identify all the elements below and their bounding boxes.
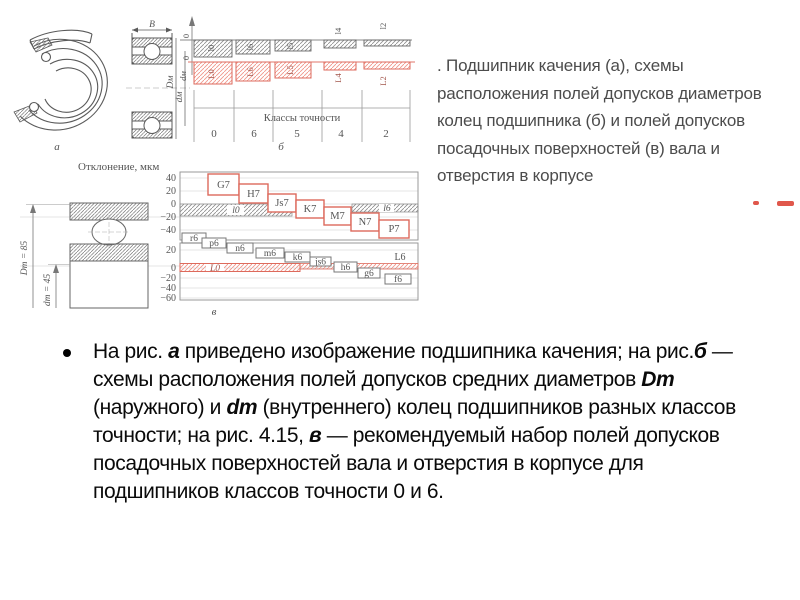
text-segment: (наружного) и bbox=[93, 396, 227, 419]
band-L0 bbox=[180, 264, 300, 272]
text-segment: — рекомендуемый набор полей допусков посадочных поверхностей вала и отверстия в корпусе для подшипников классов точности 0 и 6. bbox=[93, 424, 720, 503]
tick-label: −60 bbox=[160, 293, 176, 304]
hole-fit-label: K7 bbox=[303, 204, 317, 215]
section-inner-dia-label: dм bbox=[175, 91, 185, 103]
bullet-marker bbox=[63, 349, 71, 357]
tick-label: −20 bbox=[160, 273, 176, 284]
inner-dim-label: dm = 45 bbox=[43, 273, 53, 307]
shaft-fit-label: m6 bbox=[263, 249, 277, 259]
shaft-fit-label: n6 bbox=[235, 244, 245, 254]
shaft-fit-label: js6 bbox=[314, 257, 327, 268]
text-segment: а bbox=[168, 340, 180, 363]
outer-field-label: l4 bbox=[333, 27, 343, 35]
zero-outer-label: 0 bbox=[181, 33, 191, 39]
field-L2 bbox=[364, 62, 410, 69]
inner-field-label: L4 bbox=[333, 73, 343, 83]
outer-field-label: l2 bbox=[378, 22, 388, 30]
figure-caption: . Подшипник качения (а), схемы расположения полей допусков диаметров колец подшипника (б) и полей допусков посадочных поверхностей (в) вала и отверстия в корпусе bbox=[437, 56, 762, 186]
inner-field-label: L0 bbox=[206, 69, 216, 79]
bearing-3d-drawing bbox=[14, 30, 107, 130]
inner-field-label: L6 bbox=[245, 67, 255, 77]
hole-fit-label: G7 bbox=[217, 180, 230, 191]
figure-a-label: а bbox=[54, 141, 60, 153]
section-outer-dia-label: Dм bbox=[166, 75, 176, 89]
inner-field-label: L2 bbox=[378, 76, 388, 86]
text-segment: в bbox=[308, 424, 322, 447]
shaft-fit-label: p6 bbox=[209, 239, 219, 249]
inner-field-label: L5 bbox=[285, 65, 295, 75]
tick-label: −20 bbox=[160, 212, 176, 223]
shaft-fit-label: h6 bbox=[340, 263, 351, 273]
band-label-L0: L0 bbox=[209, 264, 221, 274]
tick-label: −40 bbox=[160, 283, 176, 294]
shaft-fit-label: k6 bbox=[292, 253, 303, 263]
deviation-chart bbox=[20, 172, 418, 308]
text-segment: На рис. bbox=[93, 340, 169, 363]
class-value: 4 bbox=[338, 128, 344, 140]
figure-panel bbox=[0, 0, 430, 335]
tick-label: 40 bbox=[166, 173, 176, 184]
cropped-red-mark bbox=[777, 201, 794, 206]
text-segment: б bbox=[693, 340, 707, 363]
text-segment: Dm bbox=[641, 368, 675, 391]
cropped-red-mark bbox=[753, 201, 759, 205]
deviation-axis-title: Отклонение, мкм bbox=[78, 161, 160, 173]
b-axis-label: dм bbox=[178, 71, 188, 81]
tick-label: 20 bbox=[166, 186, 176, 197]
bullet-text bbox=[93, 338, 755, 506]
text-segment: приведено изображение подшипника качения; на рис. bbox=[179, 340, 694, 363]
text-segment: — схемы расположения полей допусков средних диаметров bbox=[93, 340, 733, 391]
text-segment: dm bbox=[226, 396, 258, 419]
outer-field-label: l0 bbox=[206, 44, 216, 52]
figure-v-label: в bbox=[211, 306, 217, 318]
hole-fit-label: N7 bbox=[358, 217, 372, 228]
hole-fit-label: M7 bbox=[330, 211, 345, 222]
class-value: 5 bbox=[294, 128, 300, 140]
bearing-cross-section bbox=[126, 28, 190, 140]
field-L4 bbox=[324, 62, 356, 70]
field-l2 bbox=[364, 40, 410, 46]
section-width-label: B bbox=[149, 20, 155, 30]
zero-inner-label: 0 bbox=[181, 55, 191, 61]
hole-fit-label: H7 bbox=[247, 189, 260, 200]
band-label-l0: l0 bbox=[232, 206, 240, 216]
hole-fit-label: Js7 bbox=[275, 198, 289, 209]
class-value: 0 bbox=[211, 128, 217, 140]
class-value: 2 bbox=[383, 128, 389, 140]
class-value: 6 bbox=[251, 128, 257, 140]
tick-label: 0 bbox=[171, 199, 176, 210]
hole-fit-label: P7 bbox=[388, 224, 400, 235]
outer-dim-label: Dm = 85 bbox=[20, 240, 30, 276]
text-segment: (внутреннего) колец подшипников разных классов точности; на рис. 4.15, bbox=[93, 396, 736, 447]
bullet-paragraph bbox=[63, 338, 755, 506]
accuracy-classes-title: Классы точности bbox=[263, 113, 341, 124]
tick-label: 0 bbox=[171, 263, 176, 274]
band-label-L6: L6 bbox=[394, 252, 406, 263]
field-l4 bbox=[324, 40, 356, 48]
shaft-fit-label: f6 bbox=[394, 275, 402, 285]
band-label-l6: l6 bbox=[383, 204, 391, 214]
outer-field-label: l6 bbox=[245, 43, 255, 51]
outer-field-label: l5 bbox=[285, 42, 295, 50]
tick-label: −40 bbox=[160, 225, 176, 236]
figure-b-label: б bbox=[278, 141, 284, 153]
shaft-fit-label: r6 bbox=[190, 234, 198, 244]
tick-label: 20 bbox=[166, 245, 176, 256]
shaft-fit-label: g6 bbox=[364, 269, 374, 279]
